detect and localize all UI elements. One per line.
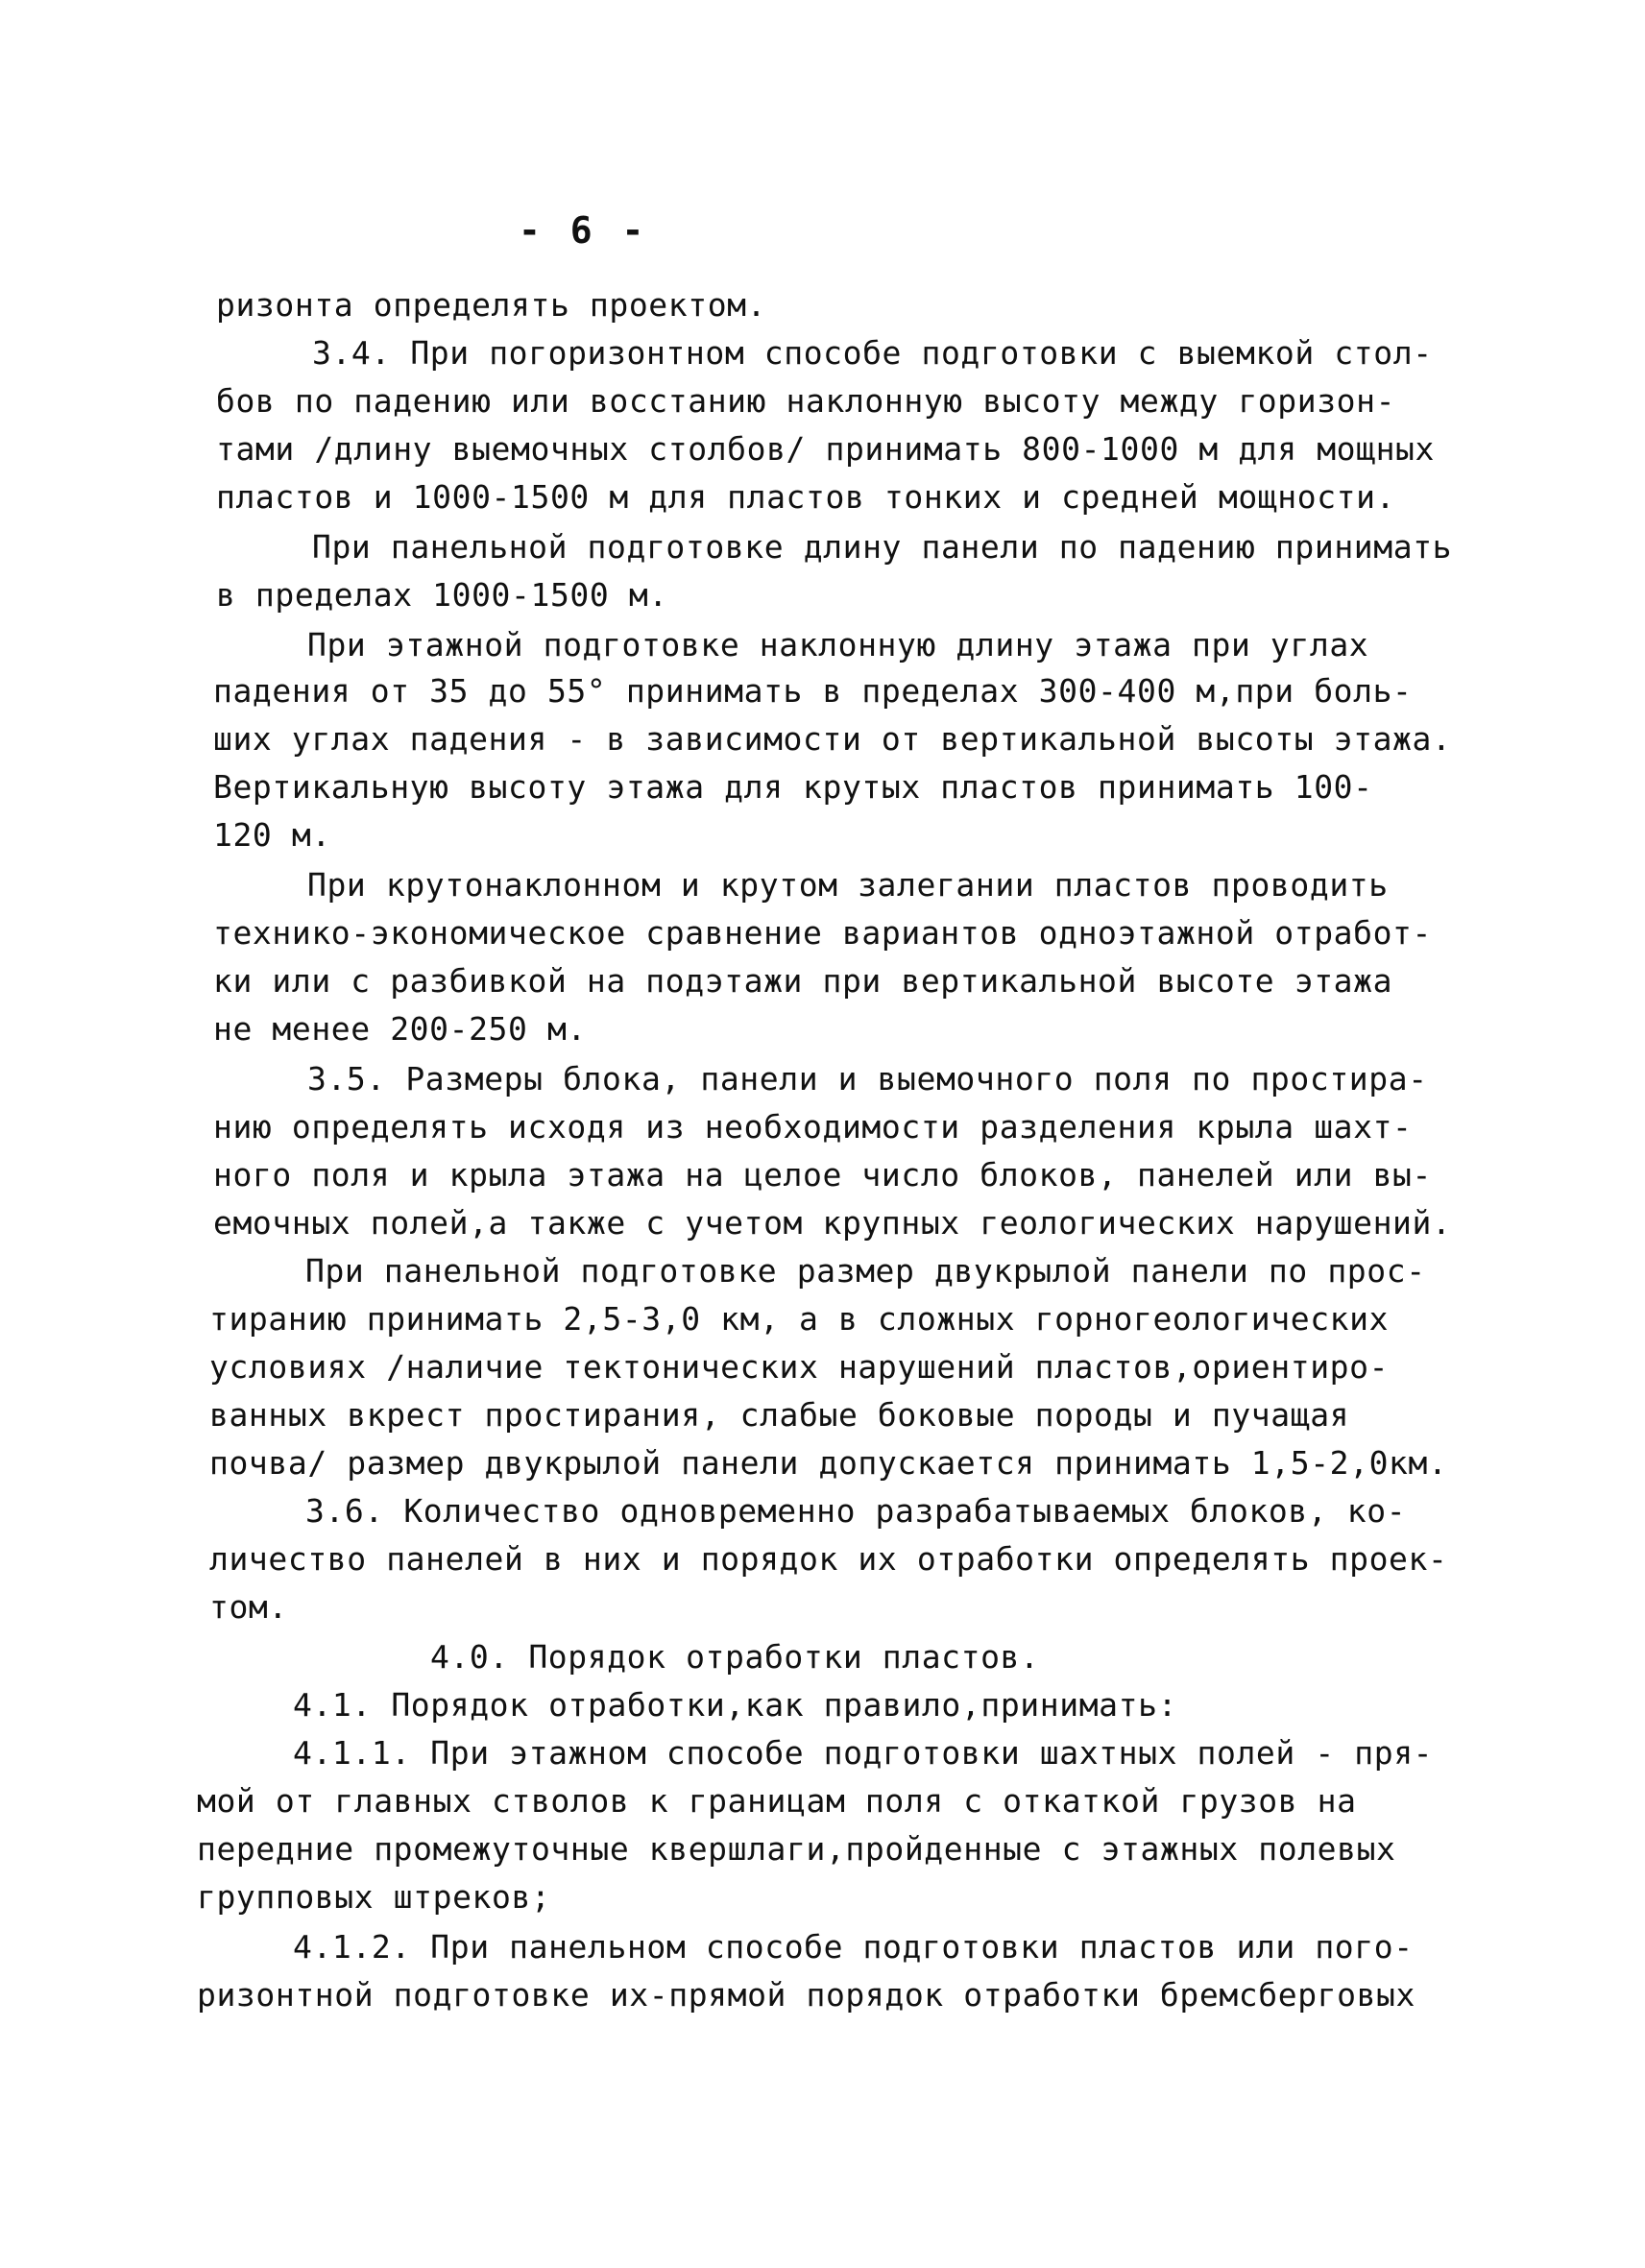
text-line: 3.6. Количество одновременно разрабатываемых блоков, ко-: [305, 1492, 1407, 1530]
text-line: При панельной подготовке размер двукрылой панели по прос-: [305, 1252, 1426, 1290]
text-line: 4.1.2. При панельном способе подготовки пластов или пого-: [293, 1928, 1414, 1966]
text-line: ки или с разбивкой на подэтажи при вертикальной высоте этажа: [213, 962, 1393, 1000]
text-line: 120 м.: [213, 816, 331, 854]
text-line: технико-экономическое сравнение вариантов одноэтажной отработ-: [213, 914, 1432, 952]
text-line: том.: [209, 1588, 288, 1626]
text-line: групповых штреков;: [197, 1878, 551, 1916]
text-line: При этажной подготовке наклонную длину этажа при углах: [307, 626, 1369, 664]
text-line: ризонта определять проектом.: [216, 286, 767, 324]
text-line: условиях /наличие тектонических нарушений пластов,ориентиро-: [209, 1348, 1390, 1386]
text-line: ванных вкрест простирания, слабые боковые породы и пучащая: [209, 1396, 1350, 1434]
text-line: Вертикальную высоту этажа для крутых пластов принимать 100-: [213, 768, 1373, 806]
text-line: 3.4. При погоризонтном способе подготовки с выемкой стол-: [312, 334, 1433, 372]
text-line: 4.1.1. При этажном способе подготовки шахтных полей - пря-: [293, 1734, 1434, 1772]
text-line: ризонтной подготовке их-прямой порядок отработки бремсберговых: [197, 1976, 1415, 2014]
text-line: емочных полей,а также с учетом крупных геологических нарушений.: [213, 1204, 1452, 1242]
page-number: - 6 -: [519, 209, 648, 252]
text-line: При крутонаклонном и крутом залегании пластов проводить: [307, 866, 1389, 904]
text-line: передние промежуточные квершлаги,пройденные с этажных полевых: [197, 1830, 1396, 1868]
text-line: 3.5. Размеры блока, панели и выемочного поля по простира-: [307, 1060, 1428, 1098]
text-line: в пределах 1000-1500 м.: [216, 576, 668, 614]
text-line: пластов и 1000-1500 м для пластов тонких и средней мощности.: [216, 478, 1396, 516]
text-line: не менее 200-250 м.: [213, 1010, 587, 1048]
text-line: личество панелей в них и порядок их отработки определять проек-: [209, 1540, 1448, 1578]
text-line: нию определять исходя из необходимости разделения крыла шахт-: [213, 1108, 1413, 1146]
text-line: При панельной подготовке длину панели по падению принимать: [312, 528, 1453, 566]
text-line: бов по падению или восстанию наклонную высоту между горизон-: [216, 382, 1396, 420]
text-line: почва/ размер двукрылой панели допускается принимать 1,5-2,0км.: [209, 1444, 1448, 1482]
text-line: тиранию принимать 2,5-3,0 км, а в сложных горногеологических: [209, 1300, 1390, 1338]
text-line: ших углах падения - в зависимости от вертикальной высоты этажа.: [213, 720, 1452, 758]
text-line: мой от главных стволов к границам поля с откаткой грузов на: [197, 1782, 1357, 1820]
text-line: падения от 35 до 55° принимать в пределах 300-400 м,при боль-: [213, 672, 1413, 710]
text-line: ного поля и крыла этажа на целое число блоков, панелей или вы-: [213, 1156, 1432, 1194]
text-line: 4.1. Порядок отработки,как правило,принимать:: [293, 1686, 1178, 1724]
text-line: тами /длину выемочных столбов/ принимать 800-1000 м для мощных: [216, 430, 1435, 468]
section-heading: 4.0. Порядок отработки пластов.: [430, 1638, 1040, 1676]
